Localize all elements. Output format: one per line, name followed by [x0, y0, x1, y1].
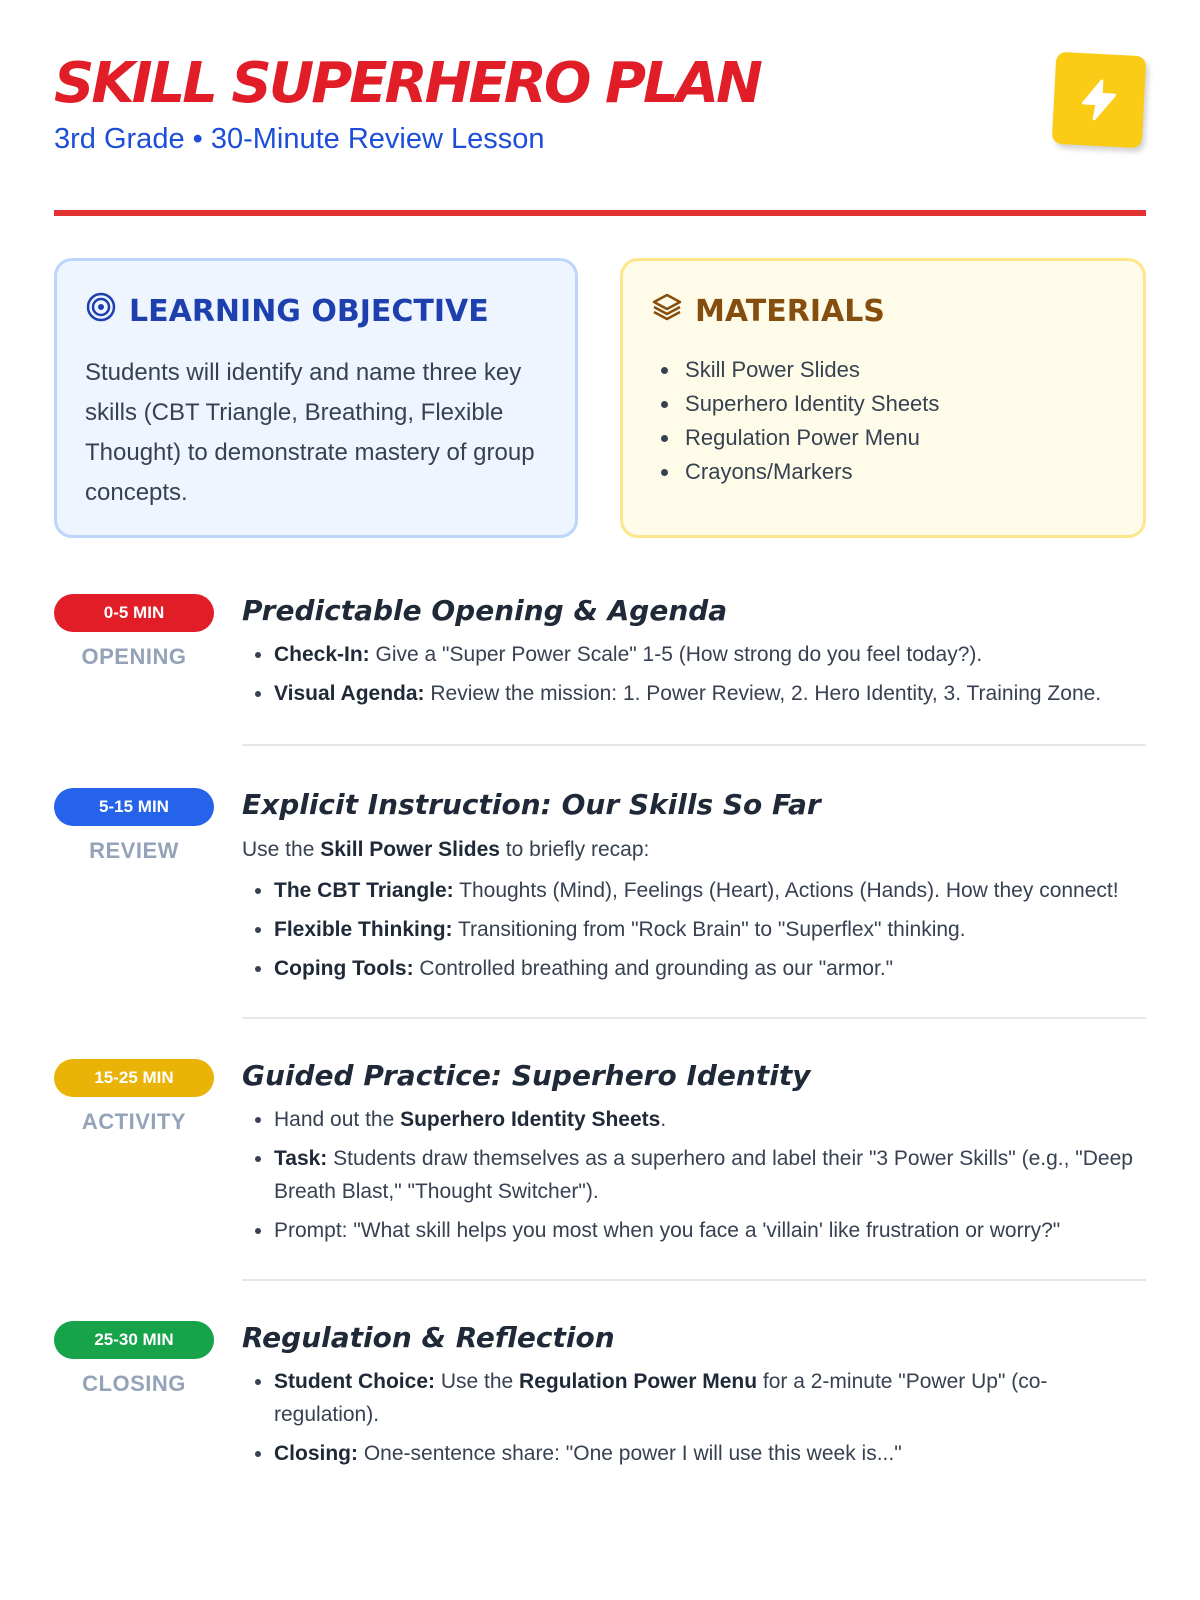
section-time-column: [54, 1059, 214, 1281]
section-activity: [54, 1059, 1146, 1281]
section-time-column: [54, 594, 214, 746]
phase-label: OPENING: [81, 644, 187, 669]
time-pill: 5-15 MIN: [54, 788, 214, 826]
section-intro: Use the Skill Power Slides to briefly recap:: [242, 838, 650, 861]
learning-objective-heading: LEARNING OBJECTIVE: [129, 293, 489, 329]
list-item: • Coping Tools: Controlled breathing and grounding as our "armor.": [274, 952, 1146, 985]
info-cards: [54, 258, 1146, 538]
material-item: • Crayons/Markers: [681, 455, 1115, 489]
material-item: • Superhero Identity Sheets: [681, 387, 1115, 421]
time-pill: 25-30 MIN: [54, 1321, 214, 1359]
section-items: [242, 638, 1146, 710]
page-subtitle: 3rd Grade • 30-Minute Review Lesson: [54, 123, 545, 155]
material-item: • Regulation Power Menu: [681, 421, 1115, 455]
section-title: Explicit Instruction: Our Skills So Far: [242, 788, 821, 821]
phase-label: REVIEW: [89, 838, 179, 863]
page-title: SKILL SUPERHERO PLAN: [54, 51, 760, 116]
list-item: • Flexible Thinking: Transitioning from "Rock Brain" to "Superflex" thinking.: [274, 913, 1146, 946]
list-item: • Prompt: "What skill helps you most when you face a 'villain' like frustration or worry?": [274, 1214, 1146, 1247]
time-pill: 15-25 MIN: [54, 1059, 214, 1097]
list-item: • The CBT Triangle: Thoughts (Mind), Feelings (Heart), Actions (Hands). How they connect!: [274, 874, 1146, 907]
header-divider: [54, 210, 1146, 216]
materials-heading: MATERIALS: [695, 293, 885, 329]
learning-objective-text: Students will identify and name three key skills (CBT Triangle, Breathing, Flexible Thought) to demonstrate mastery of group concepts.: [85, 359, 535, 506]
layers-icon: [651, 291, 683, 331]
phase-label: CLOSING: [82, 1371, 186, 1396]
section-title: Guided Practice: Superhero Identity: [242, 1059, 811, 1092]
section-items: [242, 1103, 1146, 1247]
section-opening: [54, 594, 1146, 746]
section-time-column: [54, 788, 214, 1019]
section-items: [242, 1365, 1146, 1470]
section-body: [242, 788, 1146, 1019]
section-closing: [54, 1321, 1146, 1476]
time-pill: 0-5 MIN: [54, 594, 214, 632]
learning-objective-header: [85, 291, 547, 331]
list-item: • Student Choice: Use the Regulation Power Menu for a 2-minute "Power Up" (co-regulation).: [274, 1365, 1146, 1431]
list-item: • Closing: One-sentence share: "One power I will use this week is...": [274, 1437, 1146, 1470]
phase-label: ACTIVITY: [81, 1109, 187, 1134]
section-body: [242, 1059, 1146, 1281]
section-items: [242, 874, 1146, 985]
learning-objective-card: [54, 258, 578, 538]
section-review: [54, 788, 1146, 1019]
section-time-column: [54, 1321, 214, 1476]
lightning-bolt-icon: [1052, 52, 1147, 149]
list-item: • Task: Students draw themselves as a superhero and label their "3 Power Skills" (e.g., "Deep Breath Blast," "Thought Switcher").: [274, 1142, 1146, 1208]
target-icon: [85, 291, 117, 331]
materials-list: [651, 353, 1115, 489]
header: [54, 0, 1146, 192]
list-item: • Hand out the Superhero Identity Sheets.: [274, 1103, 1146, 1136]
section-body: [242, 1321, 1146, 1476]
section-body: [242, 594, 1146, 746]
material-item: • Skill Power Slides: [681, 353, 1115, 387]
materials-header: [651, 291, 1115, 331]
list-item: • Check-In: Give a "Super Power Scale" 1-5 (How strong do you feel today?).: [274, 638, 1146, 671]
section-title: Regulation & Reflection: [242, 1321, 615, 1354]
materials-card: [620, 258, 1146, 538]
list-item: • Visual Agenda: Review the mission: 1. Power Review, 2. Hero Identity, 3. Training Zone.: [274, 677, 1146, 710]
section-title: Predictable Opening & Agenda: [242, 594, 728, 627]
